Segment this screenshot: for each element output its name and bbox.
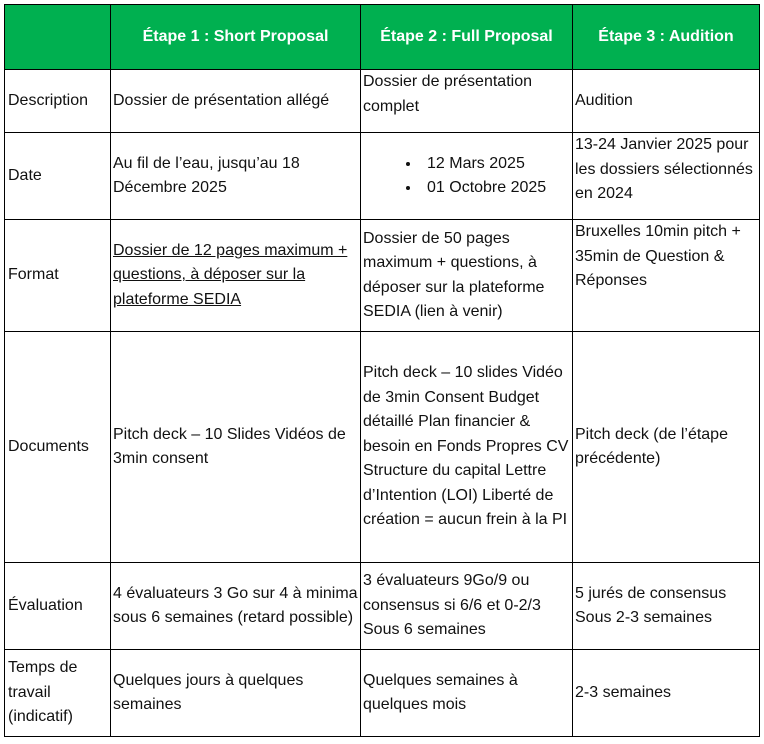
row-label-temps-de-travail: Temps de travail (indicatif) [5,650,111,737]
header-etape-1: Étape 1 : Short Proposal [111,5,361,70]
cell-documents-etape-1: Pitch deck – 10 Slides Vidéos de 3min consent [111,332,361,563]
cell-documents-etape-2: Pitch deck – 10 slides Vidéo de 3min Consent Budget détaillé Plan financier & besoin en Fonds Propres CV Structure du capital Lettre d’Intention (LOI) Liberté de création = aucun frein à la PI [361,332,573,563]
row-label-date: Date [5,133,111,220]
date-list-item: • 01 Octobre 2025 [421,176,570,201]
row-description [5,70,760,133]
cell-date-etape-3: 13-24 Janvier 2025 pour les dossiers sélectionnés en 2024 [573,133,760,220]
format-etape-1-underlined-text: Dossier de 12 pages maximum + questions, à déposer sur la plateforme SEDIA [113,241,348,308]
row-label-format: Format [5,220,111,332]
header-row [5,5,760,70]
header-corner-cell [5,5,111,70]
cell-description-etape-3: Audition [573,70,760,133]
row-temps-de-travail [5,650,760,737]
row-documents [5,332,760,563]
header-etape-2: Étape 2 : Full Proposal [361,5,573,70]
cell-evaluation-etape-1: 4 évaluateurs 3 Go sur 4 à minima sous 6 semaines (retard possible) [111,563,361,650]
cell-documents-etape-3: Pitch deck (de l’étape précédente) [573,332,760,563]
header-etape-3: Étape 3 : Audition [573,5,760,70]
cell-evaluation-etape-2: 3 évaluateurs 9Go/9 ou consensus si 6/6 et 0-2/3 Sous 6 semaines [361,563,573,650]
cell-date-etape-2 [361,133,573,220]
cell-format-etape-3: Bruxelles 10min pitch + 35min de Question & Réponses [573,220,760,332]
row-label-documents: Documents [5,332,111,563]
date-list [363,152,570,201]
row-label-description: Description [5,70,111,133]
cell-format-etape-1 [111,220,361,332]
row-format [5,220,760,332]
proposal-stages-table [4,4,760,737]
row-date [5,133,760,220]
cell-description-etape-2: Dossier de présentation complet [361,70,573,133]
cell-format-etape-2: Dossier de 50 pages maximum + questions, à déposer sur la plateforme SEDIA (lien à venir) [361,220,573,332]
cell-temps-etape-3: 2-3 semaines [573,650,760,737]
cell-evaluation-etape-3: 5 jurés de consensus Sous 2-3 semaines [573,563,760,650]
date-list-item: • 12 Mars 2025 [421,152,570,177]
cell-temps-etape-2: Quelques semaines à quelques mois [361,650,573,737]
row-evaluation [5,563,760,650]
cell-description-etape-1: Dossier de présentation allégé [111,70,361,133]
cell-date-etape-1: Au fil de l’eau, jusqu’au 18 Décembre 2025 [111,133,361,220]
cell-temps-etape-1: Quelques jours à quelques semaines [111,650,361,737]
row-label-evaluation: Évaluation [5,563,111,650]
